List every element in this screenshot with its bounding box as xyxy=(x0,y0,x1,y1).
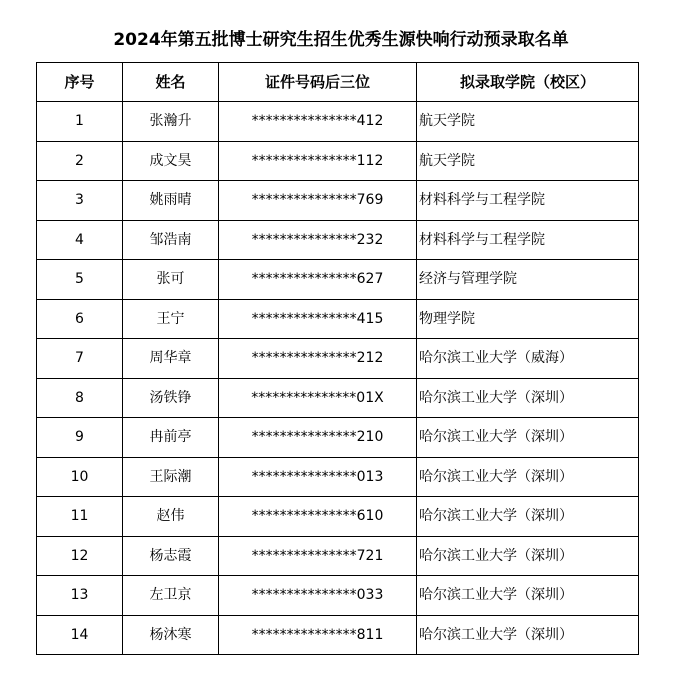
cell-no: 2 xyxy=(37,141,123,181)
cell-id-suffix: ***************033 xyxy=(219,576,417,616)
cell-id-suffix: ***************01X xyxy=(219,378,417,418)
cell-school: 哈尔滨工业大学（深圳） xyxy=(417,576,639,616)
cell-no: 10 xyxy=(37,457,123,497)
table-row xyxy=(37,576,639,616)
document-title: 2024年第五批博士研究生招生优秀生源快响行动预录取名单 xyxy=(113,30,569,50)
admission-list-table xyxy=(36,62,639,655)
table-row xyxy=(37,299,639,339)
table-header-row xyxy=(37,63,639,102)
cell-name: 张可 xyxy=(123,260,219,300)
cell-id-suffix: ***************212 xyxy=(219,339,417,379)
table-row xyxy=(37,378,639,418)
cell-name: 左卫京 xyxy=(123,576,219,616)
cell-id-suffix: ***************811 xyxy=(219,615,417,655)
cell-school: 物理学院 xyxy=(417,299,639,339)
cell-school: 材料科学与工程学院 xyxy=(417,181,639,221)
cell-name: 王宁 xyxy=(123,299,219,339)
cell-name: 成文昊 xyxy=(123,141,219,181)
cell-name: 张瀚升 xyxy=(123,102,219,142)
header-id-suffix: 证件号码后三位 xyxy=(219,63,417,102)
cell-school: 哈尔滨工业大学（深圳） xyxy=(417,457,639,497)
table-row xyxy=(37,536,639,576)
table-row xyxy=(37,497,639,537)
table-row xyxy=(37,260,639,300)
cell-school: 材料科学与工程学院 xyxy=(417,220,639,260)
header-name: 姓名 xyxy=(123,63,219,102)
cell-school: 哈尔滨工业大学（深圳） xyxy=(417,615,639,655)
cell-no: 6 xyxy=(37,299,123,339)
cell-no: 8 xyxy=(37,378,123,418)
cell-school: 航天学院 xyxy=(417,102,639,142)
cell-id-suffix: ***************769 xyxy=(219,181,417,221)
cell-school: 哈尔滨工业大学（深圳） xyxy=(417,378,639,418)
cell-id-suffix: ***************415 xyxy=(219,299,417,339)
cell-no: 11 xyxy=(37,497,123,537)
cell-no: 7 xyxy=(37,339,123,379)
table-row xyxy=(37,102,639,142)
cell-no: 12 xyxy=(37,536,123,576)
cell-name: 王际潮 xyxy=(123,457,219,497)
cell-no: 4 xyxy=(37,220,123,260)
cell-name: 姚雨晴 xyxy=(123,181,219,221)
cell-name: 汤铁铮 xyxy=(123,378,219,418)
cell-id-suffix: ***************610 xyxy=(219,497,417,537)
cell-name: 杨志霞 xyxy=(123,536,219,576)
cell-no: 5 xyxy=(37,260,123,300)
cell-school: 哈尔滨工业大学（深圳） xyxy=(417,497,639,537)
cell-school: 哈尔滨工业大学（深圳） xyxy=(417,418,639,458)
cell-school: 哈尔滨工业大学（深圳） xyxy=(417,536,639,576)
cell-id-suffix: ***************412 xyxy=(219,102,417,142)
cell-no: 13 xyxy=(37,576,123,616)
header-no: 序号 xyxy=(37,63,123,102)
cell-school: 经济与管理学院 xyxy=(417,260,639,300)
cell-id-suffix: ***************232 xyxy=(219,220,417,260)
cell-no: 9 xyxy=(37,418,123,458)
table-row xyxy=(37,339,639,379)
table-row xyxy=(37,141,639,181)
cell-no: 1 xyxy=(37,102,123,142)
cell-name: 赵伟 xyxy=(123,497,219,537)
cell-no: 3 xyxy=(37,181,123,221)
cell-no: 14 xyxy=(37,615,123,655)
cell-school: 航天学院 xyxy=(417,141,639,181)
table-row xyxy=(37,418,639,458)
cell-name: 冉前亭 xyxy=(123,418,219,458)
cell-id-suffix: ***************210 xyxy=(219,418,417,458)
cell-school: 哈尔滨工业大学（威海） xyxy=(417,339,639,379)
cell-id-suffix: ***************627 xyxy=(219,260,417,300)
cell-name: 周华章 xyxy=(123,339,219,379)
table-body xyxy=(37,102,639,655)
cell-id-suffix: ***************112 xyxy=(219,141,417,181)
cell-id-suffix: ***************721 xyxy=(219,536,417,576)
table-row xyxy=(37,615,639,655)
table-row xyxy=(37,457,639,497)
header-school: 拟录取学院（校区） xyxy=(417,63,639,102)
cell-id-suffix: ***************013 xyxy=(219,457,417,497)
cell-name: 邹浩南 xyxy=(123,220,219,260)
table-row xyxy=(37,220,639,260)
cell-name: 杨沐寒 xyxy=(123,615,219,655)
table-row xyxy=(37,181,639,221)
